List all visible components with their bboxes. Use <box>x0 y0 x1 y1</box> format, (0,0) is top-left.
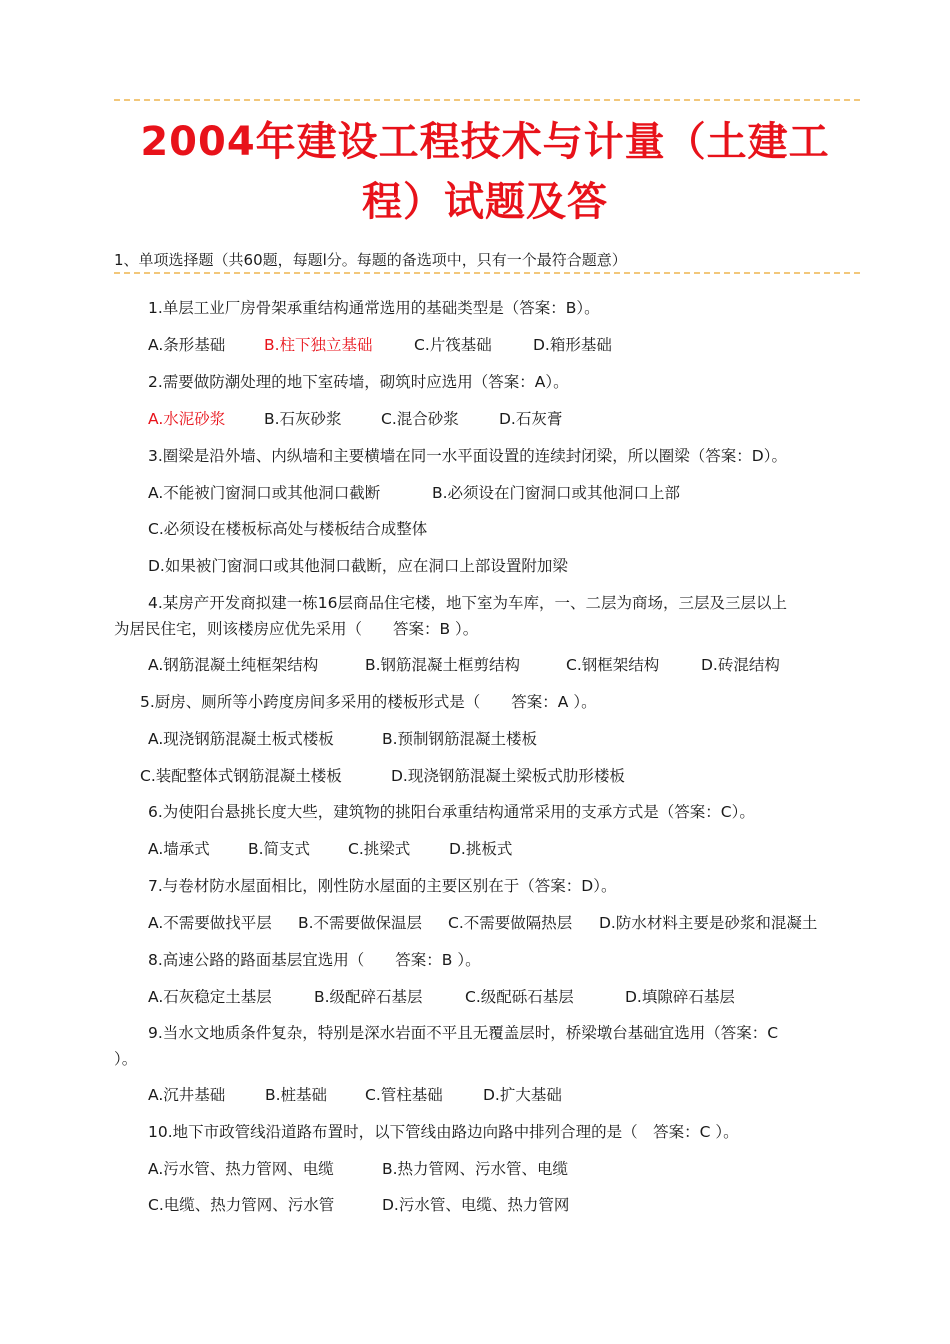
question-9-stem-1: 9.当水文地质条件复杂，特别是深水岩面不平且无覆盖层时，桥梁墩台基础宜选用（答案：C <box>148 1024 779 1042</box>
section-heading: 1、单项选择题（共60题，每题l分。每题的备选项中，只有一个最符合题意） <box>114 251 627 269</box>
q2-option-a: A.水泥砂浆 <box>148 410 226 428</box>
q3-option-a: A.不能被门窗洞口或其他洞口截断 <box>148 484 381 502</box>
question-7-stem: 7.与卷材防水屋面相比，刚性防水屋面的主要区别在于（答案：D）。 <box>148 877 617 895</box>
q8-option-c: C.级配砾石基层 <box>465 988 574 1006</box>
q10-option-b: B.热力管网、污水管、电缆 <box>382 1160 569 1178</box>
question-10-stem: 10.地下市政管线沿道路布置时，以下管线由路边向路中排列合理的是（ 答案：C ）。 <box>148 1123 739 1141</box>
q1-option-a: A.条形基础 <box>148 336 226 354</box>
question-8-stem: 8.高速公路的路面基层宜选用（ 答案：B ）。 <box>148 951 481 969</box>
q6-option-b: B.简支式 <box>248 840 311 858</box>
q9-option-c: C.管柱基础 <box>365 1086 443 1104</box>
q8-option-b: B.级配碎石基层 <box>314 988 423 1006</box>
question-3-stem: 3.圈梁是沿外墙、内纵墙和主要横墙在同一水平面设置的连续封闭梁，所以圈梁（答案：D）。 <box>148 447 787 465</box>
question-2-stem: 2.需要做防潮处理的地下室砖墙，砌筑时应选用（答案：A）。 <box>148 373 569 391</box>
q1-option-c: C.片筏基础 <box>414 336 492 354</box>
q1-option-d: D.箱形基础 <box>533 336 612 354</box>
q6-option-c: C.挑梁式 <box>348 840 411 858</box>
q3-option-b: B.必须设在门窗洞口或其他洞口上部 <box>432 484 681 502</box>
q5-option-a: A.现浇钢筋混凝土板式楼板 <box>148 730 334 748</box>
title-line-2: 程）试题及答 <box>362 179 608 225</box>
q1-option-b: B.柱下独立基础 <box>264 336 373 354</box>
section-divider <box>114 272 860 274</box>
q6-option-a: A.墙承式 <box>148 840 210 858</box>
q9-option-d: D.扩大基础 <box>483 1086 562 1104</box>
title-line-1: 2004年建设工程技术与计量（土建工 <box>140 119 830 165</box>
question-1-stem: 1.单层工业厂房骨架承重结构通常选用的基础类型是（答案：B）。 <box>148 299 600 317</box>
q8-option-a: A.石灰稳定土基层 <box>148 988 272 1006</box>
question-4-stem-2: 为居民住宅，则该楼房应优先采用（ 答案：B ）。 <box>114 620 479 638</box>
q8-option-d: D.填隙碎石基层 <box>625 988 735 1006</box>
q4-option-a: A.钢筋混凝土纯框架结构 <box>148 656 319 674</box>
question-4-stem-1: 4.某房产开发商拟建一栋16层商品住宅楼，地下室为车库，一、二层为商场，三层及三层以上 <box>148 594 788 612</box>
q9-option-a: A.沉井基础 <box>148 1086 226 1104</box>
q7-option-b: B.不需要做保温层 <box>298 914 423 932</box>
q3-option-d: D.如果被门窗洞口或其他洞口截断，应在洞口上部设置附加梁 <box>148 557 568 575</box>
question-9-stem-2: ）。 <box>114 1050 138 1068</box>
q7-option-c: C.不需要做隔热层 <box>448 914 573 932</box>
q3-option-c: C.必须设在楼板标高处与楼板结合成整体 <box>148 520 428 538</box>
q2-option-b: B.石灰砂浆 <box>264 410 342 428</box>
q5-option-d: D.现浇钢筋混凝土梁板式肋形楼板 <box>391 767 625 785</box>
q7-option-a: A.不需要做找平层 <box>148 914 272 932</box>
q5-option-b: B.预制钢筋混凝土楼板 <box>382 730 538 748</box>
q5-option-c: C.装配整体式钢筋混凝土楼板 <box>140 767 342 785</box>
q10-option-c: C.电缆、热力管网、污水管 <box>148 1196 335 1214</box>
question-6-stem: 6.为使阳台悬挑长度大些，建筑物的挑阳台承重结构通常采用的支承方式是（答案：C）。 <box>148 803 755 821</box>
q2-option-c: C.混合砂浆 <box>381 410 459 428</box>
q4-option-b: B.钢筋混凝土框剪结构 <box>365 656 521 674</box>
top-divider <box>114 99 860 101</box>
q9-option-b: B.桩基础 <box>265 1086 328 1104</box>
q6-option-d: D.挑板式 <box>449 840 513 858</box>
question-5-stem: 5.厨房、厕所等小跨度房间多采用的楼板形式是（ 答案：A ）。 <box>140 693 597 711</box>
q10-option-d: D.污水管、电缆、热力管网 <box>382 1196 570 1214</box>
q4-option-c: C.钢框架结构 <box>566 656 660 674</box>
q4-option-d: D.砖混结构 <box>701 656 780 674</box>
q7-option-d: D.防水材料主要是砂浆和混凝土 <box>599 914 818 932</box>
q2-option-d: D.石灰膏 <box>499 410 563 428</box>
q10-option-a: A.污水管、热力管网、电缆 <box>148 1160 334 1178</box>
page-title <box>100 112 870 232</box>
